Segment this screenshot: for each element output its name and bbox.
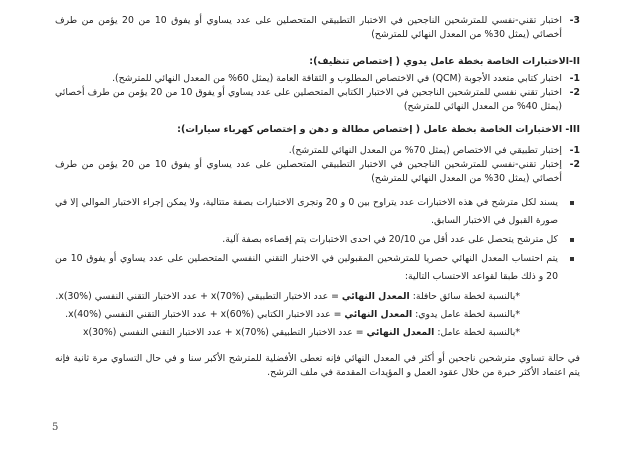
formula-prefix: *بالنسبة لخطة عامل يدوي: <box>412 309 520 320</box>
formula-bus-driver <box>55 290 520 304</box>
item-text: اختبار تقني نفسي للمترشحين الناجحين في الاختبار الكتابي المتحصلين على عدد يساوي أو يفوق 10 من 20 يؤمن من طرف أخصائي (يمثل 40% من المعدل النهائي للمترشح) <box>55 87 562 112</box>
bullet-scoring-rule <box>55 194 580 230</box>
tie-break-paragraph: في حالة تساوي مترشحين ناجحين أو أكثر في المعدل النهائي فإنه تعطى الأفضلية للمترشح الأكبر سنا و في حال التساوي مرة ثانية فإنه يتم اعتماد الأكثر خبرة من خلال عقود العمل و المؤيدات المقدمة في ملف الترشح. <box>55 353 580 378</box>
formula-label: المعدل النهائي <box>344 309 413 320</box>
bullet-final-average-rule <box>55 250 580 286</box>
item-text: اختبار تقني-نفسي للمترشحين الناجحين في الاختبار التطبيقي المتحصلين على عدد يساوي أو يفوق 10 من 20 يؤمن من طرف أخصائي (يمثل 30% من المعدل النهائي للمترشح) <box>55 15 562 40</box>
item-text: اختبار كتابي متعدد الأجوبة (QCM) في الاختصاص المطلوب و الثقافة العامة (يمثل 60% من المعدل النهائي للمترشح). <box>112 73 562 84</box>
bullet-square-icon <box>570 257 574 261</box>
item-number: 1- <box>569 145 580 156</box>
formula-manual-worker <box>65 308 520 322</box>
formula-label: المعدل النهائي <box>366 327 435 338</box>
section-1-item-3 <box>55 14 580 42</box>
formula-prefix: *بالنسبة لخطة سائق حافلة: <box>409 291 520 302</box>
item-text: إختبار تطبيقي في الاختصاص (يمثل 70% من المعدل النهائي للمترشح). <box>288 145 562 156</box>
formula-expression: = عدد الاختبار الكتابي x(60%) + عدد الاختبار التقني النفسي x(40%). <box>65 309 345 320</box>
section-3-item-2 <box>55 158 580 186</box>
section-2-item-1 <box>55 72 580 86</box>
formula-expression: = عدد الاختبار التطبيقي x(70%) + عدد الاختبار التقني النفسي x(30%). <box>55 291 342 302</box>
formula-expression: = عدد الاختبار التطبيقي x(70%) + عدد الاختبار التقني النفسي x(30%) <box>82 327 367 338</box>
formula-prefix: *بالنسبة لخطة عامل: <box>434 327 520 338</box>
bullet-square-icon <box>570 201 574 205</box>
item-number: 2- <box>569 159 580 170</box>
section-3-item-1 <box>55 144 580 158</box>
item-number: 1- <box>569 73 580 84</box>
page-number: 5 <box>52 422 59 433</box>
bullet-elimination-rule <box>55 231 580 249</box>
item-number: 3- <box>569 15 580 26</box>
section-2-item-2 <box>55 86 580 114</box>
item-number: 2- <box>569 87 580 98</box>
bullet-text: يتم احتساب المعدل النهائي حصريا للمترشحين المقبولين في الاختبار التقني النفسي المتحصلين على عدد يساوي أو يفوق 10 من 20 و ذلك طبقا لقواعد الاحتساب التالية: <box>55 253 558 282</box>
bullet-text: يسند لكل مترشح في هذه الاختبارات عدد يتراوح بين 0 و 20 وتجرى الاختبارات بصفة متتالية، ولا يمكن إجراء الاختبار الموالي إلا في صورة القبول في الاختبار السابق. <box>55 197 558 226</box>
section-2-heading: II-الاختبارات الخاصة بخطة عامل يدوي ( إختصاص تنظيف): <box>309 56 580 67</box>
formula-label: المعدل النهائي <box>341 291 410 302</box>
bullet-square-icon <box>570 238 574 242</box>
bullet-text: كل مترشح يتحصل على عدد أقل من 20/10 في احدى الاختبارات يتم إقصاءه بصفة آلية. <box>222 234 558 245</box>
section-3-heading: III- الاختبارات الخاصة بخطة عامل ( إختصاص مطالة و دهن و إختصاص كهرباء سيارات): <box>177 124 580 135</box>
formula-worker <box>83 326 520 340</box>
item-text: إختبار تقني-نفسي للمترشحين الناجحين في الاختبار التطبيقي المتحصلين على عدد يساوي أو يفوق 10 من 20 يؤمن من طرف أخصائي (يمثل 30% من المعدل النهائي للمترشح) <box>55 159 562 184</box>
